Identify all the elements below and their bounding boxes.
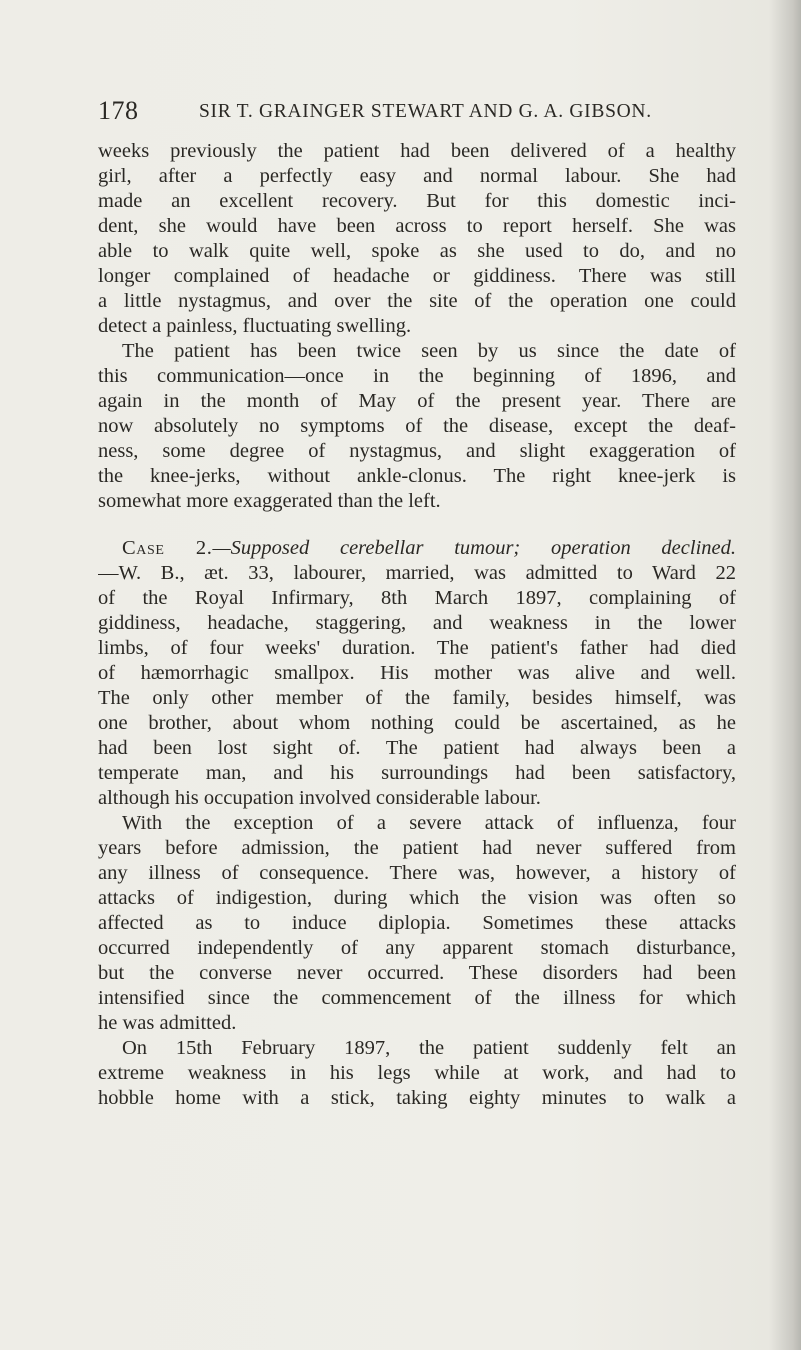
text-line: The patient has been twice seen by us since the date of bbox=[122, 340, 736, 362]
case-heading-line bbox=[98, 536, 736, 561]
text-line: affected as to induce diplopia. Sometimes these attacks bbox=[98, 912, 736, 934]
text-line: of the Royal Infirmary, 8th March 1897, complaining of bbox=[98, 587, 736, 609]
text-line: any illness of consequence. There was, however, a history of bbox=[98, 862, 736, 884]
text-line: ness, some degree of nystagmus, and slight exaggeration of bbox=[98, 440, 736, 462]
body-text bbox=[98, 139, 736, 1111]
text-line: extreme weakness in his legs while at work, and had to bbox=[98, 1062, 736, 1084]
text-line: attacks of indigestion, during which the vision was often so bbox=[98, 887, 736, 909]
text-line: again in the month of May of the present year. There are bbox=[98, 390, 736, 412]
text-line: On 15th February 1897, the patient suddenly felt an bbox=[122, 1037, 736, 1059]
text-line: hobble home with a stick, taking eighty minutes to walk a bbox=[98, 1087, 736, 1109]
text-line: —W. B., æt. 33, labourer, married, was admitted to Ward 22 bbox=[98, 562, 736, 584]
text-line: years before admission, the patient had never suffered from bbox=[98, 837, 736, 859]
text-line: able to walk quite well, spoke as she used to do, and no bbox=[98, 240, 736, 262]
text-line: weeks previously the patient had been delivered of a healthy bbox=[98, 140, 736, 162]
text-line: intensified since the commencement of the illness for which bbox=[98, 987, 736, 1009]
text-line: one brother, about whom nothing could be ascertained, as he bbox=[98, 712, 736, 734]
text-line: of hæmorrhagic smallpox. His mother was alive and well. bbox=[98, 662, 736, 684]
text-line: giddiness, headache, staggering, and weakness in the lower bbox=[98, 612, 736, 634]
text-line: girl, after a perfectly easy and normal labour. She had bbox=[98, 165, 736, 187]
text-line: longer complained of headache or giddiness. There was still bbox=[98, 265, 736, 287]
running-head: SIR T. GRAINGER STEWART AND G. A. GIBSON. bbox=[199, 101, 652, 122]
case-title: —Supposed cerebellar tumour; operation declined. bbox=[212, 537, 736, 559]
text-line: made an excellent recovery. But for this domestic inci- bbox=[98, 190, 736, 212]
text-line: he was admitted. bbox=[98, 1012, 237, 1034]
page-number: 178 bbox=[98, 96, 139, 125]
text-line: With the exception of a severe attack of influenza, four bbox=[122, 812, 736, 834]
text-line: the knee-jerks, without ankle-clonus. The right knee-jerk is bbox=[98, 465, 736, 487]
text-line: occurred independently of any apparent stomach disturbance, bbox=[98, 937, 736, 959]
text-line: although his occupation involved considerable labour. bbox=[98, 787, 541, 809]
text-line: had been lost sight of. The patient had always been a bbox=[98, 737, 736, 759]
text-line: dent, she would have been across to report herself. She was bbox=[98, 215, 736, 237]
text-line: temperate man, and his surroundings had been satisfactory, bbox=[98, 762, 736, 784]
text-line: somewhat more exaggerated than the left. bbox=[98, 490, 441, 512]
text-line: detect a painless, fluctuating swelling. bbox=[98, 315, 412, 337]
page-header bbox=[98, 96, 738, 128]
text-line: now absolutely no symptoms of the disease, except the deaf- bbox=[98, 415, 736, 437]
text-line: limbs, of four weeks' duration. The patient's father had died bbox=[98, 637, 736, 659]
text-line: but the converse never occurred. These disorders had been bbox=[98, 962, 736, 984]
text-line: this communication—once in the beginning of 1896, and bbox=[98, 365, 736, 387]
case-label: Case 2. bbox=[122, 537, 213, 559]
text-line: a little nystagmus, and over the site of the operation one could bbox=[98, 290, 736, 312]
text-line: The only other member of the family, besides himself, was bbox=[98, 687, 736, 709]
